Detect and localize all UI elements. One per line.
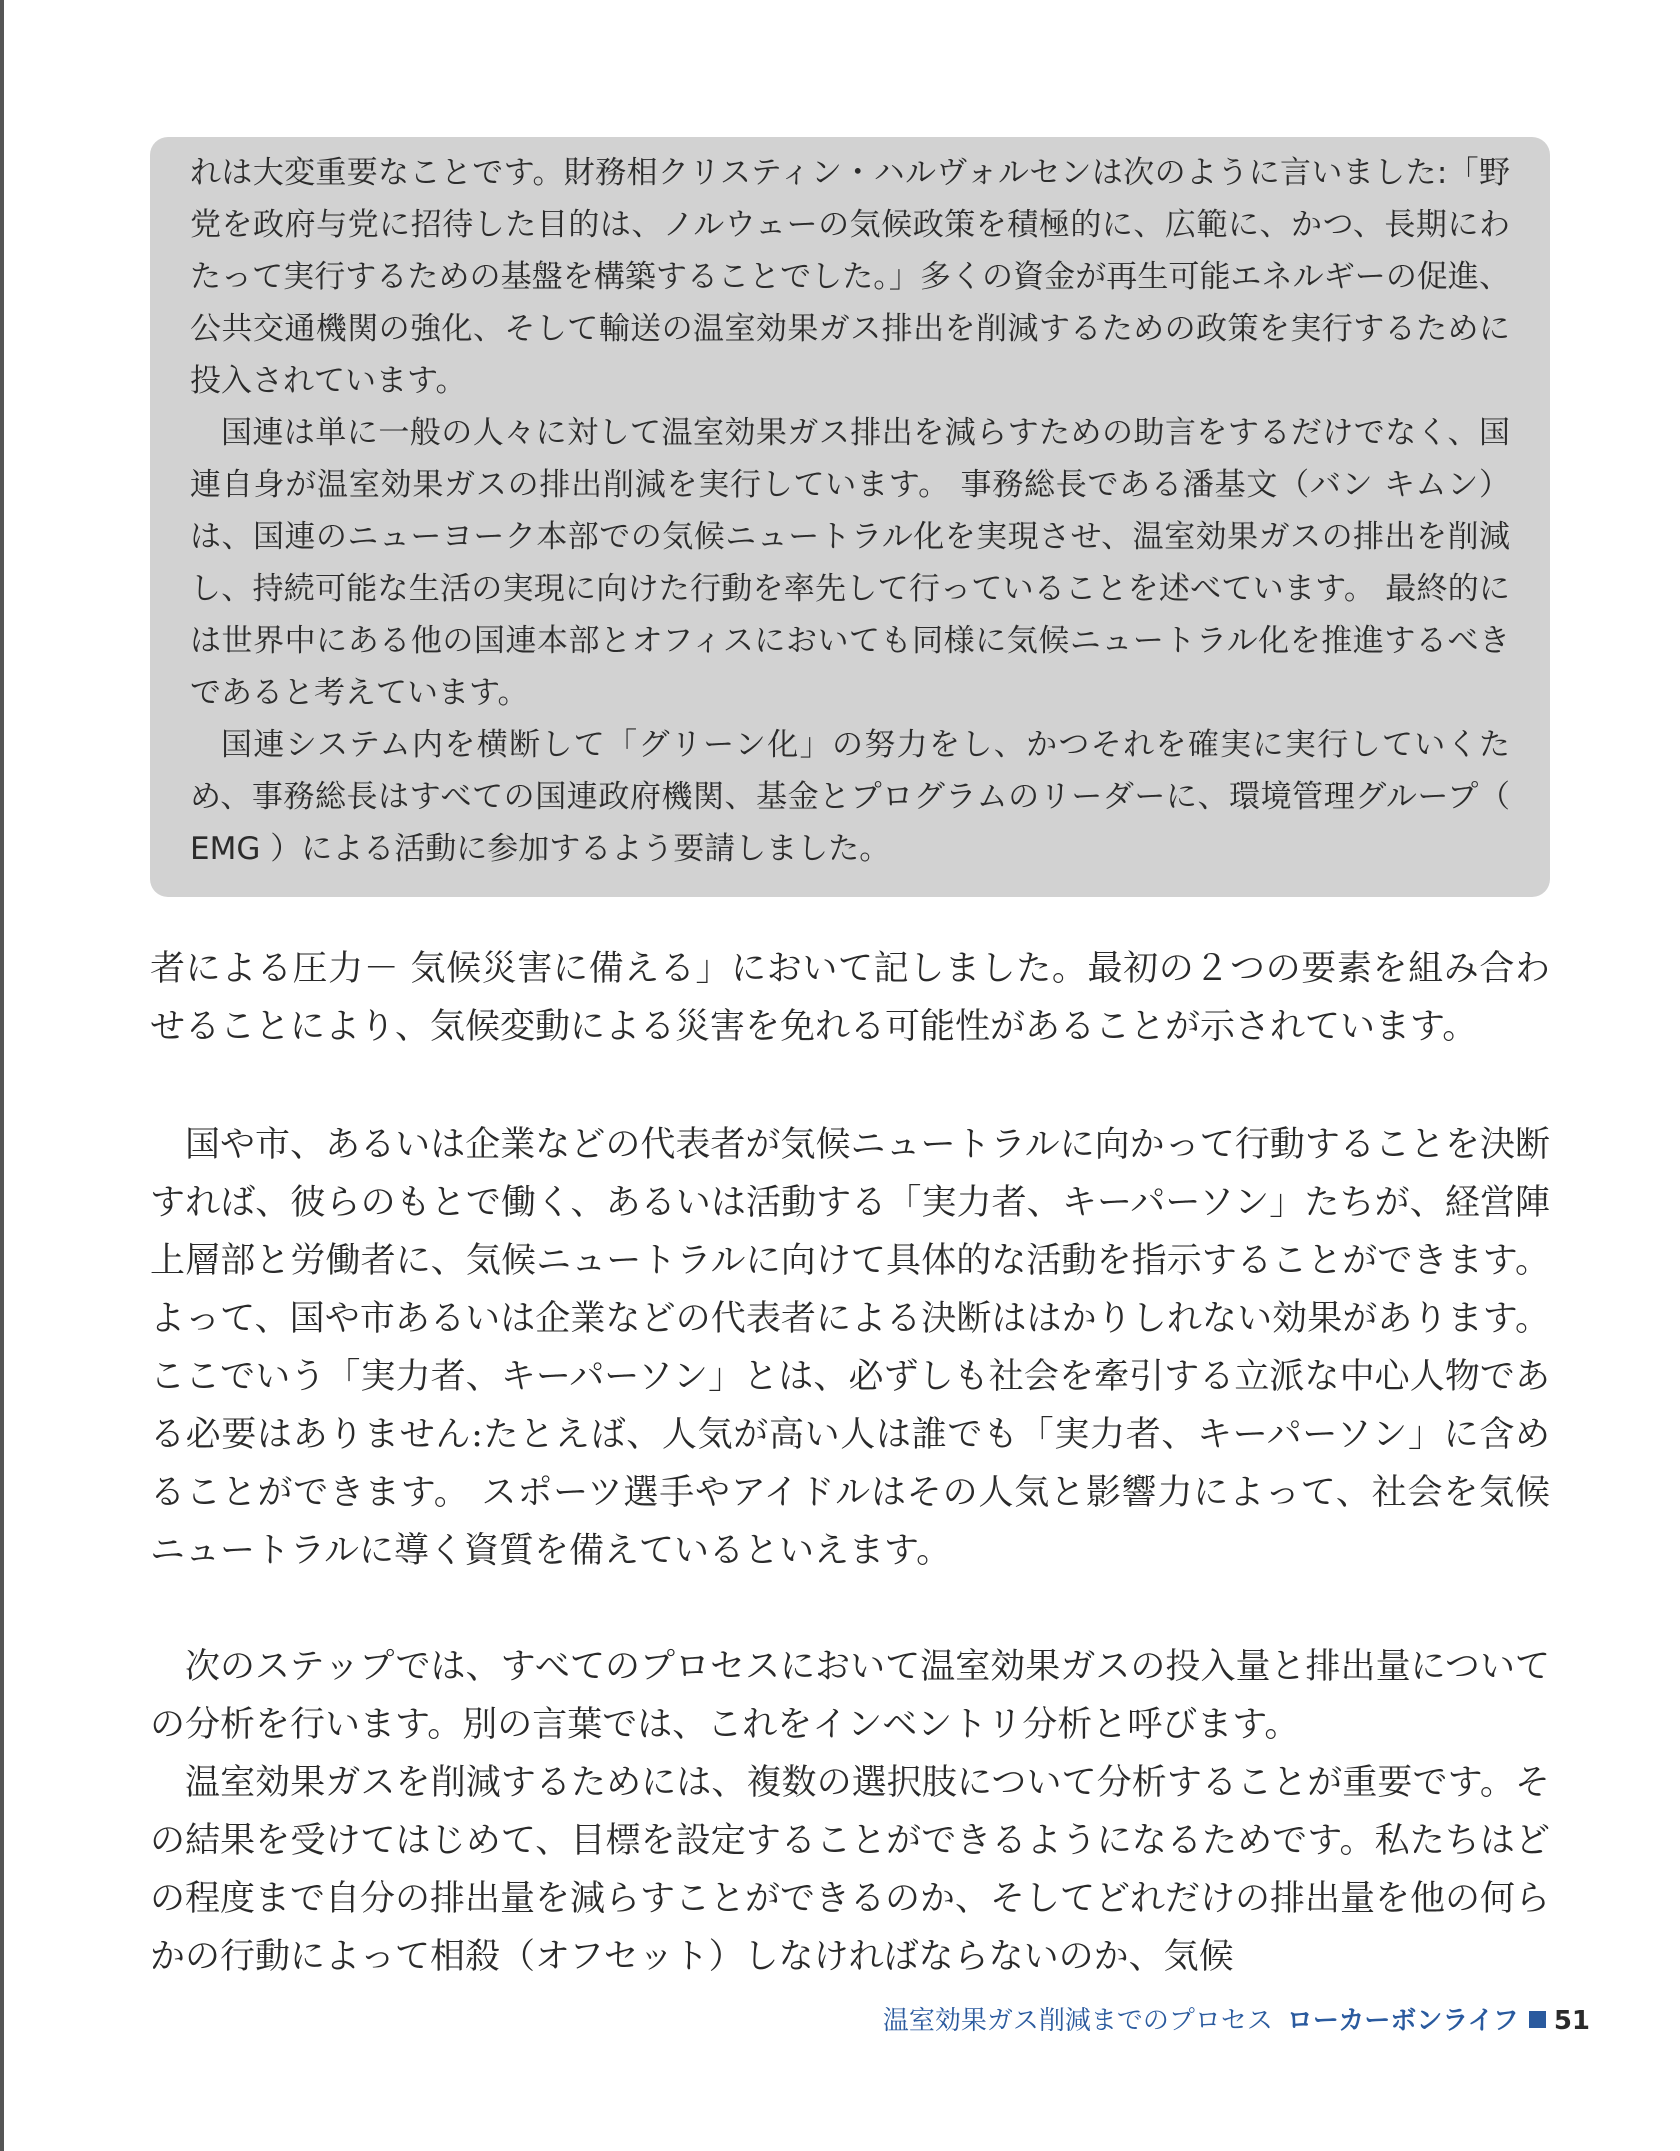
body-paragraph: 国や市、あるいは企業などの代表者が気候ニュートラルに向かって行動することを決断すれば、彼らのもとで働く、あるいは活動する「実力者、キーパーソン」たちが、経営陣上層部と労働者に、気候ニュートラルに向けて具体的な活動を指示することができます。よって、国や市あるいは企業などの代表者による決断ははかりしれない効果があります。ここでいう「実力者、キーパーソン」とは、必ずしも社会を牽引する立派な中心人物である必要はありません:たとえば、人気が高い人は誰でも「実力者、キーパーソン」に含めることができます。 スポーツ選手やアイドルはその人気と影響力によって、社会を気候ニュートラルに導く資質を備えているといえます。 xyxy=(150,1125,1550,1571)
square-icon xyxy=(1529,2011,1546,2028)
footer-brand: ローカーボンライフ xyxy=(1286,2006,1519,2036)
body-paragraph: 次のステップでは、すべてのプロセスにおいて温室効果ガスの投入量と排出量についての分析を行います。別の言葉では、これをインベントリ分析と呼びます。 xyxy=(150,1647,1550,1745)
body-block-key-persons xyxy=(150,1116,1550,1580)
panel-paragraph: 国連システム内を横断して「グリーン化」の努力をし、かつそれを確実に実行していくため、事務総長はすべての国連政府機関、基金とプログラムのリーダーに、環境管理グループ（ EMG ）による活動に参加するよう要請しました。 xyxy=(190,727,1510,867)
body-block-inventory xyxy=(150,1638,1550,1986)
body-block-continuation xyxy=(150,940,1550,1056)
gray-boxed-panel xyxy=(150,137,1550,897)
body-paragraph: 温室効果ガスを削減するためには、複数の選択肢について分析することが重要です。その結果を受けてはじめて、目標を設定することができるようになるためです。私たちはどの程度まで自分の排出量を減らすことができるのか、そしてどれだけの排出量を他の何らかの行動によって相殺（オフセット）しなければならないのか、気候 xyxy=(150,1763,1551,1977)
body-paragraph: 者による圧力－ 気候災害に備える」において記しました。最初の２つの要素を組み合わせることにより、気候変動による災害を免れる可能性があることが示されています。 xyxy=(150,949,1550,1047)
page-number: 51 xyxy=(1553,2006,1590,2036)
page-edge-shadow xyxy=(0,0,4,2151)
footer-section-title: 温室効果ガス削減までのプロセス xyxy=(882,2006,1273,2036)
page-footer xyxy=(883,2003,1590,2039)
panel-paragraph: 国連は単に一般の人々に対して温室効果ガス排出を減らすための助言をするだけでなく、国連自身が温室効果ガスの排出削減を実行しています。 事務総長である潘基文（バン キムン）は、国連のニューヨーク本部での気候ニュートラル化を実現させ、温室効果ガスの排出を削減し、持続可能な生活の実現に向けた行動を率先して行っていることを述べています。 最終的には世界中にある他の国連本部とオフィスにおいても同様に気候ニュートラル化を推進するべきであると考えています。 xyxy=(190,415,1510,711)
panel-paragraph: れは大変重要なことです。財務相クリスティン・ハルヴォルセンは次のように言いました:「野党を政府与党に招待した目的は、ノルウェーの気候政策を積極的に、広範に、かつ、長期にわたって実行するための基盤を構築することでした。」多くの資金が再生可能エネルギーの促進、公共交通機関の強化、そして輸送の温室効果ガス排出を削減するための政策を実行するために投入されています。 xyxy=(190,155,1510,399)
